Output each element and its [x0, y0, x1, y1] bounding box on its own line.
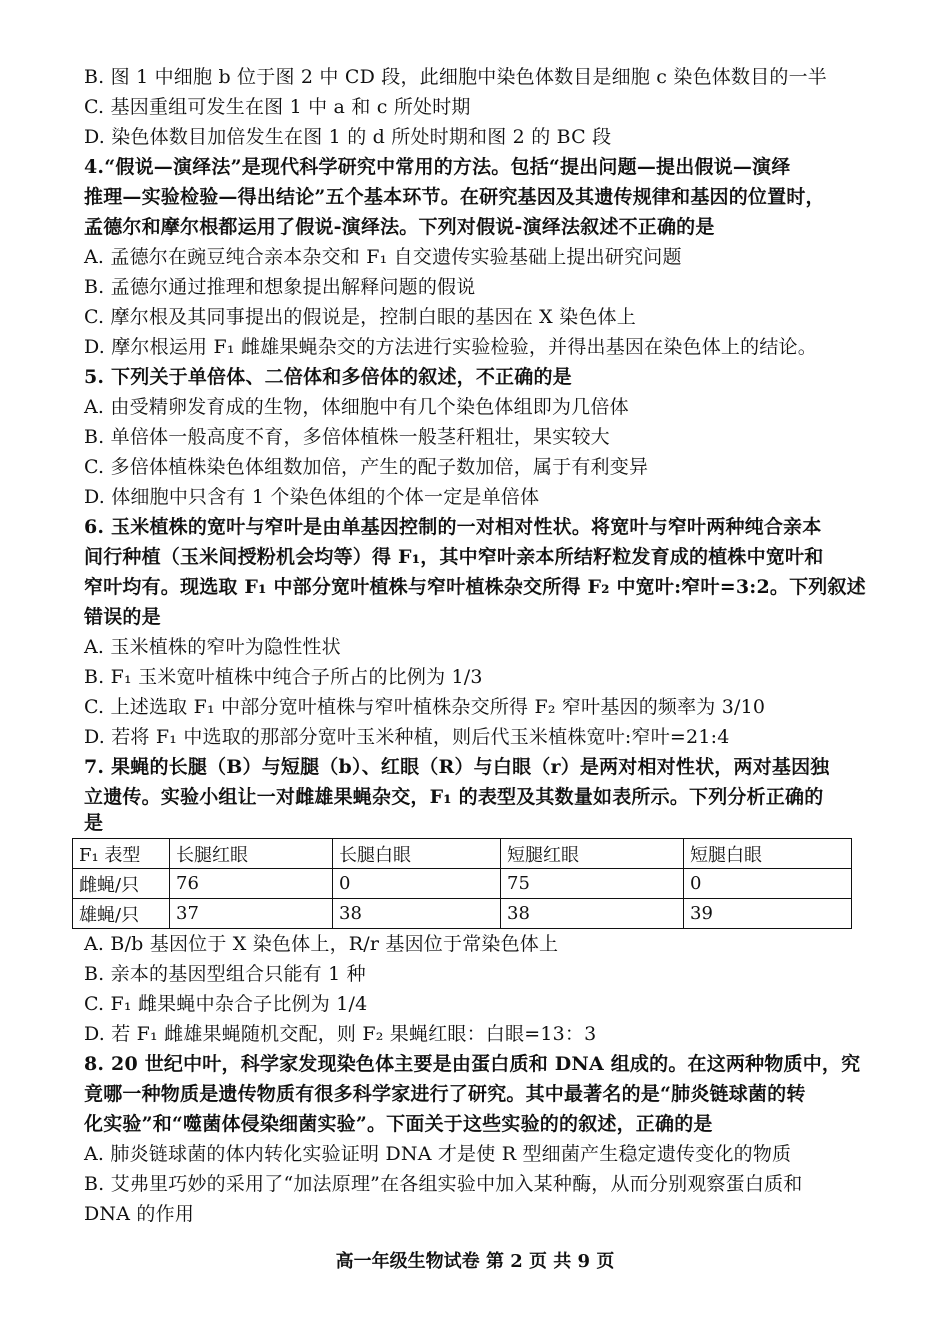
question-6-stem: 窄叶均有。现选取 F₁ 中部分宽叶植株与窄叶植株杂交所得 F₂ 中宽叶:窄叶=3:2。下列叙述: [84, 576, 866, 598]
text-block-b: [84, 929, 870, 1229]
option-line: C. F₁ 雌果蝇中杂合子比例为 1/4: [84, 993, 368, 1015]
option-line: A. 由受精卵发育成的生物，体细胞中有几个染色体组即为几倍体: [84, 396, 629, 418]
option-line: B. 孟德尔通过推理和想象提出解释问题的假说: [84, 276, 476, 298]
option-line: B. F₁ 玉米宽叶植株中纯合子所占的比例为 1/3: [84, 666, 483, 688]
table-header-cell: 长腿白眼: [333, 839, 501, 869]
question-8-stem: 8. 20 世纪中叶，科学家发现染色体主要是由蛋白质和 DNA 组成的。在这两种物质中，究: [84, 1053, 861, 1075]
option-line: B. 单倍体一般高度不育，多倍体植株一般茎秆粗壮，果实较大: [84, 426, 610, 448]
option-line: B. 艾弗里巧妙的采用了“加法原理”在各组实验中加入某种酶，从而分别观察蛋白质和: [84, 1173, 803, 1195]
question-7-stem: 7. 果蝇的长腿（B）与短腿（b）、红眼（R）与白眼（r）是两对相对性状，两对基因独: [84, 756, 830, 778]
option-line: A. B/b 基因位于 X 染色体上，R/r 基因位于常染色体上: [84, 933, 559, 955]
option-line: B. 亲本的基因型组合只能有 1 种: [84, 963, 366, 985]
question-7-stem: 是: [84, 812, 104, 834]
question-4-stem: 孟德尔和摩尔根都运用了假说-演绎法。下列对假说-演绎法叙述不正确的是: [84, 216, 715, 238]
text-block-a: [84, 62, 870, 834]
option-line: C. 多倍体植株染色体组数加倍，产生的配子数加倍，属于有利变异: [84, 456, 649, 478]
option-line: C. 摩尔根及其同事提出的假说是，控制白眼的基因在 X 染色体上: [84, 306, 636, 328]
table-header-cell: 长腿红眼: [170, 839, 333, 869]
text-line: C. 基因重组可发生在图 1 中 a 和 c 所处时期: [84, 96, 471, 118]
table-cell: 38: [333, 899, 501, 929]
option-line: D. 若 F₁ 雌雄果蝇随机交配，则 F₂ 果蝇红眼：白眼=13：3: [84, 1023, 597, 1045]
table-cell: 雌蝇/只: [73, 869, 170, 899]
question-6-stem: 6. 玉米植株的宽叶与窄叶是由单基因控制的一对相对性状。将宽叶与窄叶两种纯合亲本: [84, 516, 822, 538]
option-line: D. 摩尔根运用 F₁ 雌雄果蝇杂交的方法进行实验检验，并得出基因在染色体上的结论。: [84, 336, 817, 358]
question-4-stem: 4.“假说—演绎法”是现代科学研究中常用的方法。包括“提出问题—提出假说—演绎: [84, 156, 791, 178]
table-header-cell: 短腿白眼: [684, 839, 852, 869]
table-cell: 75: [501, 869, 684, 899]
option-line: D. 若将 F₁ 中选取的那部分宽叶玉米种植，则后代玉米植株宽叶:窄叶=21:4: [84, 726, 730, 748]
table-header-cell: F₁ 表型: [73, 839, 170, 869]
page-footer: 高一年级生物试卷 第 2 页 共 9 页: [335, 1251, 615, 1272]
text-line: B. 图 1 中细胞 b 位于图 2 中 CD 段，此细胞中染色体数目是细胞 c 染色体数目的一半: [84, 66, 827, 88]
option-line: D. 体细胞中只含有 1 个染色体组的个体一定是单倍体: [84, 486, 540, 508]
question-5-stem: 5. 下列关于单倍体、二倍体和多倍体的叙述，不正确的是: [84, 366, 572, 388]
question-8-stem: 化实验”和“噬菌体侵染细菌实验”。下面关于这些实验的的叙述，正确的是: [84, 1113, 713, 1135]
f1-phenotype-table: [72, 838, 852, 929]
table-cell: 39: [684, 899, 852, 929]
option-line: C. 上述选取 F₁ 中部分宽叶植株与窄叶植株杂交所得 F₂ 窄叶基因的频率为 3/10: [84, 696, 766, 718]
question-4-stem: 推理—实验检验—得出结论”五个基本环节。在研究基因及其遗传规律和基因的位置时，: [84, 186, 825, 208]
table-row: [73, 869, 852, 899]
table-cell: 38: [501, 899, 684, 929]
question-6-stem: 错误的是: [84, 606, 161, 628]
table-row: [73, 899, 852, 929]
option-line: DNA 的作用: [84, 1203, 195, 1225]
table-cell: 0: [684, 869, 852, 899]
table-header-row: [73, 839, 852, 869]
text-line: D. 染色体数目加倍发生在图 1 的 d 所处时期和图 2 的 BC 段: [84, 126, 612, 148]
table-cell: 雄蝇/只: [73, 899, 170, 929]
table-cell: 37: [170, 899, 333, 929]
option-line: A. 孟德尔在豌豆纯合亲本杂交和 F₁ 自交遗传实验基础上提出研究问题: [84, 246, 682, 268]
question-8-stem: 竟哪一种物质是遗传物质有很多科学家进行了研究。其中最著名的是“肺炎链球菌的转: [84, 1083, 806, 1105]
option-line: A. 肺炎链球菌的体内转化实验证明 DNA 才是使 R 型细菌产生稳定遗传变化的物质: [84, 1143, 792, 1165]
question-6-stem: 间行种植（玉米间授粉机会均等）得 F₁，其中窄叶亲本所结籽粒发育成的植株中宽叶和: [84, 546, 824, 568]
table-cell: 0: [333, 869, 501, 899]
table-cell: 76: [170, 869, 333, 899]
question-7-stem: 立遗传。实验小组让一对雌雄果蝇杂交，F₁ 的表型及其数量如表所示。下列分析正确的: [84, 786, 824, 808]
exam-page: [79, 62, 870, 1229]
table-header-cell: 短腿红眼: [501, 839, 684, 869]
option-line: A. 玉米植株的窄叶为隐性性状: [84, 636, 341, 658]
